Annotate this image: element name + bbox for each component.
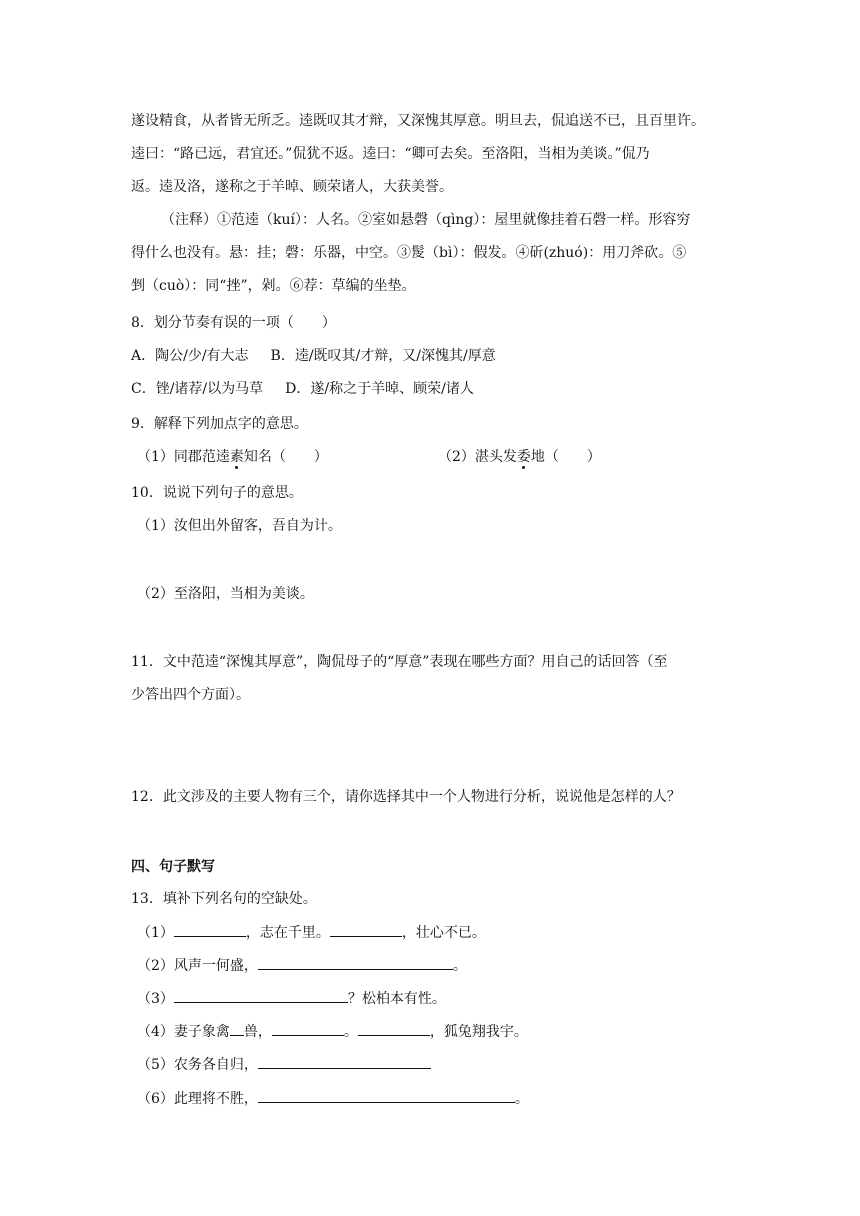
question-9-stem: 9．解释下列加点字的意思。 xyxy=(131,416,308,432)
answer-blank[interactable] xyxy=(258,1088,333,1103)
fill-item-4: （4）妻子象禽 兽， 。 ，狐兔翔我宇。 xyxy=(137,1021,528,1042)
question-12-stem: 12．此文涉及的主要人物有三个，请你选择其中一个人物进行分析，说说他是怎样的人？ xyxy=(131,789,681,805)
question-9-part-2: （2）湛头发委地（ ） xyxy=(438,449,601,465)
question-13-stem: 13．填补下列名句的空缺处。 xyxy=(131,891,317,907)
question-10-part-2: （2）至洛阳，当相为美谈。 xyxy=(137,586,314,602)
question-11-line-1: 11．文中范逵“深愧其厚意”，陶侃母子的“厚意”表现在哪些方面？用自己的话回答（至 xyxy=(131,654,668,670)
question-8-row-1 xyxy=(131,346,496,366)
fill-item-3: （3） ？松柏本有性。 xyxy=(137,988,446,1009)
answer-blank[interactable] xyxy=(258,955,333,970)
answer-blank[interactable] xyxy=(246,988,348,1003)
answer-blank[interactable] xyxy=(258,1054,333,1069)
notes-line-3: 剉（cuò）：同“挫”，剁。⑥荐：草编的坐垫。 xyxy=(131,278,416,294)
answer-blank[interactable] xyxy=(174,922,246,937)
fill-item-6: （6）此理将不胜， 。 xyxy=(137,1088,529,1109)
answer-blank[interactable] xyxy=(230,1021,244,1036)
answer-blank[interactable] xyxy=(333,1088,515,1103)
notes-line-1: （注释）①范逵（kuí）：人名。②室如悬磬（qìng）：屋里就像挂着石磬一样。形容穷 xyxy=(161,212,691,228)
option-d: D．遂/称之于羊晫、顾荣/诸人 xyxy=(285,381,474,397)
option-c: C．锉/诸荐/以为马草 xyxy=(131,381,264,397)
answer-blank[interactable] xyxy=(333,1054,431,1069)
answer-blank[interactable] xyxy=(330,922,402,937)
fill-item-1: （1） ，志在千里。 ，壮心不已。 xyxy=(137,922,486,943)
emphasis-dot-char: 素 xyxy=(229,449,244,465)
answer-blank[interactable] xyxy=(333,955,453,970)
question-11-line-2: 少答出四个方面）。 xyxy=(131,687,250,703)
fill-item-2: （2）风声一何盛， 。 xyxy=(137,955,467,976)
fill-item-5: （5）农务各自归， xyxy=(137,1054,431,1075)
section-4-title: 四、句子默写 xyxy=(131,858,215,874)
question-10-stem: 10．说说下列句子的意思。 xyxy=(131,485,303,501)
option-b: B．逵/既叹其/才辩，又/深愧其/厚意 xyxy=(270,348,496,364)
answer-blank[interactable] xyxy=(358,1021,430,1036)
question-9-part-1: （1）同郡范逵素知名（ ） xyxy=(137,449,328,465)
answer-blank[interactable] xyxy=(272,1021,344,1036)
answer-blank[interactable] xyxy=(174,988,246,1003)
question-8-stem: 8．划分节奏有误的一项（ ） xyxy=(131,315,336,331)
passage-line-1: 遂设精食，从者皆无所乏。逵既叹其才辩，又深愧其厚意。明旦去，侃追送不已，且百里许。 xyxy=(131,113,705,129)
notes-line-2: 得什么也没有。悬：挂；磬：乐器，中空。③髲（bì）：假发。④斫(zhuó)：用刀斧砍。⑤ xyxy=(131,245,687,261)
passage-line-3: 返。逵及洛，遂称之于羊晫、顾荣诸人，大获美誉。 xyxy=(131,179,453,195)
emphasis-dot-char: 委 xyxy=(516,449,531,465)
option-a: A．陶公/少/有大志 xyxy=(131,348,249,364)
question-10-part-1: （1）汝但出外留客，吾自为计。 xyxy=(137,518,342,534)
passage-line-2: 逵曰：“路已远，君宜还。”侃犹不返。逵曰：“卿可去矣。至洛阳，当相为美谈。”侃乃 xyxy=(131,146,650,162)
question-8-row-2 xyxy=(131,379,474,399)
